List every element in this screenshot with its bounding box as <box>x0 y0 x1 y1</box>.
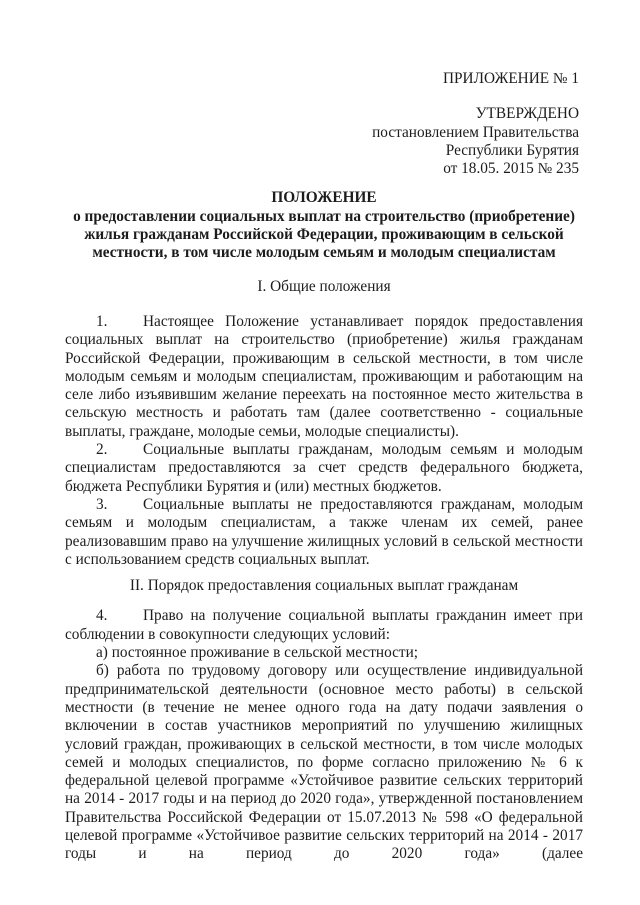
paragraph-3-number: 3. <box>96 495 108 513</box>
paragraph-1-number: 1. <box>96 312 108 330</box>
paragraph-2 <box>65 441 583 496</box>
approval-line-republic: Республики Бурятия <box>445 141 579 159</box>
paragraph-4b <box>65 662 583 863</box>
paragraph-4a-text: а) постоянное проживание в сельской местности; <box>96 644 419 662</box>
paragraph-4-number: 4. <box>96 607 108 625</box>
approval-line-resolution: постановлением Правительства <box>372 123 579 141</box>
paragraph-4-text: Право на получение социальной выплаты гражданин имеет при соблюдении в совокупности следующих условий: <box>65 607 583 643</box>
paragraph-2-text: Социальные выплаты гражданам, молодым семьям и молодым специалистам предоставляются за счет средств федерального бюджета, бюджета Республики Бурятия и (или) местных бюджетов. <box>65 441 583 495</box>
approval-line-approved: УТВЕРЖДЕНО <box>475 105 579 123</box>
document-subtitle: о предоставлении социальных выплат на строительство (приобретение) жилья гражданам Российской Федерации, проживающим в сельской местности, в том числе молодым семьям и молодым специалистам <box>73 207 575 262</box>
paragraph-1-text: Настоящее Положение устанавливает порядок предоставления социальных выплат на строительство (приобретение) жилья гражданам Российской Федерации, проживающим в сельской местности, в том числе молодым семьям и молодым специалистам, проживающим и работающим на селе либо изъявившим желание переехать на постоянное место жительства в сельскую местность и работать там (далее соответственно - социальные выплаты, граждане, молодые семьи, молодые специалисты). <box>65 312 583 440</box>
approval-line-date-number: от 18.05. 2015 № 235 <box>443 160 579 178</box>
section-2-heading: II. Порядок предоставления социальных выплат гражданам <box>129 577 519 595</box>
paragraph-4 <box>65 607 583 644</box>
paragraph-1 <box>65 313 583 441</box>
section-1-heading: I. Общие положения <box>257 277 391 295</box>
document-title: ПОЛОЖЕНИЕ <box>271 189 377 207</box>
paragraph-4b-text: б) работа по трудовому договору или осуществление индивидуальной предпринимательской деятельности (основное место работы) в сельской местности (в течение не менее одного года на дату подачи заявления о включении в состав участников мероприятий по улучшению жилищных условий граждан, проживающих в сельской местности, в том числе молодых семей и молодых специалистов, по форме согласно приложению № 6 к федеральной целевой программе «Устойчивое развитие сельских территорий на 2014 - 2017 годы и на период до 2020 года», утвержденной постановлением Правительства Российской Федерации от 15.07.2013 № 598 «О федеральной целевой программе «Устойчивое развитие сельских территорий на 2014 - 2017 годы и на период до 2020 года» (далее <box>65 662 583 863</box>
document-title-block <box>65 189 583 262</box>
paragraph-2-number: 2. <box>96 441 108 459</box>
paragraph-3 <box>65 496 583 569</box>
approval-block <box>65 105 583 178</box>
paragraph-4a <box>65 644 583 662</box>
paragraph-3-text: Социальные выплаты не предоставляются гражданам, молодым семьям и молодым специалистам, а также членам их семей, ранее реализовавшим право на улучшение жилищных условий в сельской местности с использованием средств социальных выплат. <box>65 495 583 568</box>
appendix-label: ПРИЛОЖЕНИЕ № 1 <box>442 70 579 87</box>
